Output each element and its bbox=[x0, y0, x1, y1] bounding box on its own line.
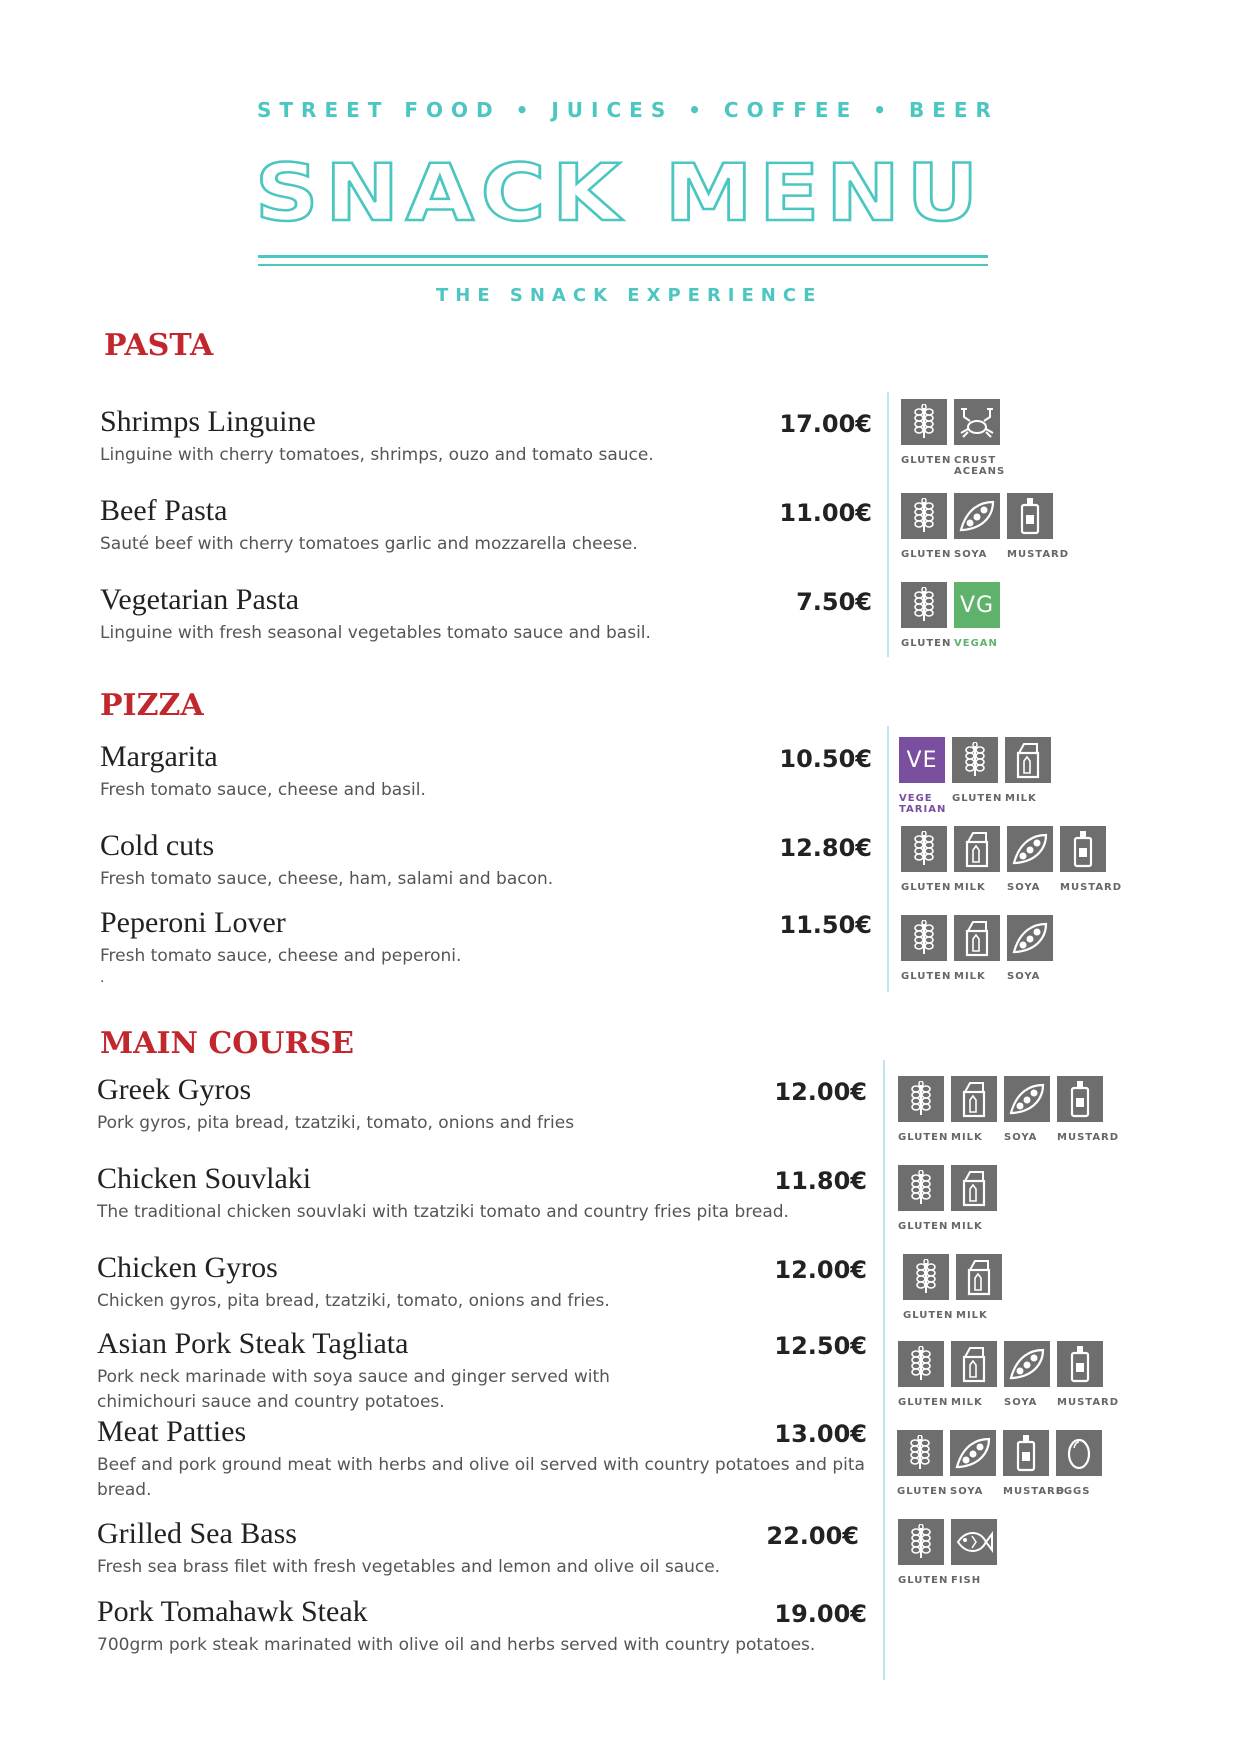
tagline: STREET FOOD • JUICES • COFFEE • BEER bbox=[257, 98, 999, 122]
allergen-badge bbox=[1057, 1341, 1120, 1408]
allergen-label: EGGS bbox=[1056, 1486, 1091, 1497]
item-description: Fresh tomato sauce, cheese, ham, salami and bacon. bbox=[100, 869, 554, 889]
milk-carton-icon bbox=[1005, 737, 1051, 783]
item-price: 22.00€ bbox=[766, 1522, 859, 1550]
allergen-badge bbox=[954, 493, 1000, 560]
allergen-label: GLUTEN bbox=[898, 1575, 949, 1586]
allergen-label: MUSTARD bbox=[1007, 549, 1070, 560]
item-price: 7.50€ bbox=[796, 588, 872, 616]
allergen-badge bbox=[951, 1165, 997, 1232]
allergen-badge bbox=[898, 1341, 949, 1408]
allergen-label: GLUTEN bbox=[897, 1486, 948, 1497]
item-price: 17.00€ bbox=[779, 410, 872, 438]
item-name: Beef Pasta bbox=[100, 494, 228, 527]
item-name: Chicken Gyros bbox=[97, 1251, 278, 1284]
item-name: Greek Gyros bbox=[97, 1073, 252, 1106]
allergen-badge bbox=[956, 1254, 1002, 1321]
item-description: Fresh sea brass filet with fresh vegetables and lemon and olive oil sauce. bbox=[97, 1557, 721, 1577]
mustard-bottle-icon bbox=[1003, 1430, 1049, 1476]
allergen-badge bbox=[1004, 1341, 1050, 1408]
allergen-badge bbox=[954, 915, 1000, 982]
allergen-label: SOYA bbox=[1007, 882, 1041, 893]
milk-carton-icon bbox=[956, 1254, 1002, 1300]
item-name: Peperoni Lover bbox=[100, 906, 286, 939]
allergen-label: MILK bbox=[951, 1221, 983, 1232]
allergen-badge bbox=[897, 1430, 948, 1497]
item-price: 12.00€ bbox=[774, 1256, 867, 1284]
item-description: Pork neck marinade with soya sauce and ginger served with chimichouri sauce and country potatoes. bbox=[97, 1367, 610, 1412]
allergen-label: MILK bbox=[954, 971, 986, 982]
allergen-badge bbox=[901, 826, 952, 893]
allergen-badge bbox=[901, 399, 952, 466]
wheat-icon bbox=[901, 493, 947, 539]
allergen-badge bbox=[901, 582, 952, 649]
allergen-label: GLUTEN bbox=[901, 549, 952, 560]
mustard-bottle-icon bbox=[1007, 493, 1053, 539]
soy-pod-icon bbox=[950, 1430, 996, 1476]
item-name: Asian Pork Steak Tagliata bbox=[97, 1327, 409, 1360]
divider-line bbox=[883, 1060, 885, 1680]
allergen-badge bbox=[901, 915, 952, 982]
mustard-bottle-icon bbox=[1060, 826, 1106, 872]
soy-pod-icon bbox=[1007, 826, 1053, 872]
item-price: 12.50€ bbox=[774, 1332, 867, 1360]
allergen-label: MILK bbox=[956, 1310, 988, 1321]
allergen-badge bbox=[1004, 1076, 1050, 1143]
soy-pod-icon bbox=[1004, 1341, 1050, 1387]
allergen-label: MILK bbox=[1005, 793, 1037, 804]
item-name: Margarita bbox=[100, 740, 218, 773]
allergen-label: SOYA bbox=[1007, 971, 1041, 982]
allergen-label: GLUTEN bbox=[898, 1397, 949, 1408]
allergen-badge bbox=[901, 493, 952, 560]
allergen-label: MUSTARD bbox=[1060, 882, 1123, 893]
milk-carton-icon bbox=[951, 1341, 997, 1387]
divider-line bbox=[887, 392, 889, 657]
allergen-label: GLUTEN bbox=[898, 1132, 949, 1143]
logo-underline-2 bbox=[258, 264, 988, 266]
soy-pod-icon bbox=[954, 493, 1000, 539]
item-price: 11.50€ bbox=[779, 911, 872, 939]
wheat-icon bbox=[952, 737, 998, 783]
item-price: 11.00€ bbox=[779, 499, 872, 527]
allergen-badge bbox=[1007, 493, 1070, 560]
item-description: Beef and pork ground meat with herbs and olive oil served with country potatoes and pita bread. bbox=[97, 1455, 865, 1500]
allergen-badge bbox=[898, 1519, 949, 1586]
allergen-label: SOYA bbox=[1004, 1132, 1038, 1143]
allergen-badge bbox=[1005, 737, 1051, 804]
allergen-badge bbox=[1060, 826, 1123, 893]
crab-icon bbox=[954, 399, 1000, 445]
item-description: 700grm pork steak marinated with olive oil and herbs served with country potatoes. bbox=[97, 1635, 816, 1655]
wheat-icon bbox=[901, 915, 947, 961]
allergen-label: GLUTEN bbox=[901, 971, 952, 982]
logo-text: SNACK MENU bbox=[255, 158, 985, 228]
logo-underline bbox=[258, 255, 988, 258]
allergen-badge bbox=[1003, 1430, 1066, 1497]
allergen-label: FISH bbox=[951, 1575, 982, 1586]
allergen-badge bbox=[954, 582, 1000, 649]
allergen-badge bbox=[951, 1519, 997, 1586]
allergen-label: MUSTARD bbox=[1057, 1397, 1120, 1408]
item-description: Pork gyros, pita bread, tzatziki, tomato, onions and fries bbox=[97, 1113, 575, 1133]
allergen-badge bbox=[898, 1165, 949, 1232]
allergen-label: SOYA bbox=[1004, 1397, 1038, 1408]
fish-icon bbox=[951, 1519, 997, 1565]
header-subtitle: THE SNACK EXPERIENCE bbox=[436, 285, 823, 306]
item-price: 11.80€ bbox=[774, 1167, 867, 1195]
allergen-badge bbox=[950, 1430, 996, 1497]
item-description: Linguine with fresh seasonal vegetables tomato sauce and basil. bbox=[100, 623, 651, 643]
stray-dot: . bbox=[100, 970, 105, 986]
allergen-label: MILK bbox=[954, 882, 986, 893]
allergen-badge bbox=[954, 826, 1000, 893]
milk-carton-icon bbox=[954, 915, 1000, 961]
allergen-badge bbox=[898, 1076, 949, 1143]
divider-line bbox=[887, 726, 889, 992]
wheat-icon bbox=[898, 1341, 944, 1387]
milk-carton-icon bbox=[951, 1076, 997, 1122]
mustard-bottle-icon bbox=[1057, 1341, 1103, 1387]
allergen-badge bbox=[1057, 1076, 1120, 1143]
wheat-icon bbox=[901, 399, 947, 445]
allergen-badge bbox=[951, 1341, 997, 1408]
vegetarian-ve-icon bbox=[899, 737, 945, 783]
item-name: Grilled Sea Bass bbox=[97, 1517, 297, 1550]
allergen-label: MILK bbox=[951, 1397, 983, 1408]
allergen-label: VEGAN bbox=[954, 638, 998, 649]
soy-pod-icon bbox=[1007, 915, 1053, 961]
item-name: Cold cuts bbox=[100, 829, 215, 862]
wheat-icon bbox=[901, 582, 947, 628]
milk-carton-icon bbox=[951, 1165, 997, 1211]
wheat-icon bbox=[901, 826, 947, 872]
allergen-badge bbox=[954, 399, 1006, 477]
allergen-badge bbox=[1007, 826, 1053, 893]
badge-text: VG bbox=[959, 592, 995, 618]
item-price: 19.00€ bbox=[774, 1600, 867, 1628]
allergen-badge bbox=[1056, 1430, 1102, 1497]
allergen-label: MILK bbox=[951, 1132, 983, 1143]
allergen-label: GLUTEN bbox=[901, 638, 952, 649]
badge-text: VE bbox=[906, 747, 938, 773]
item-price: 13.00€ bbox=[774, 1420, 867, 1448]
egg-icon bbox=[1056, 1430, 1102, 1476]
allergen-badge bbox=[952, 737, 1003, 804]
item-name: Meat Patties bbox=[97, 1415, 247, 1448]
vegan-vg-icon bbox=[954, 582, 1000, 628]
allergen-label: MUSTARD bbox=[1003, 1486, 1066, 1497]
section-title-main-course: MAIN COURSE bbox=[100, 1026, 355, 1061]
allergen-label: CRUST ACEANS bbox=[954, 455, 1006, 477]
section-title-pizza: PIZZA bbox=[100, 688, 204, 723]
item-description: Fresh tomato sauce, cheese and peperoni. bbox=[100, 946, 462, 966]
item-price: 12.80€ bbox=[779, 834, 872, 862]
item-description: The traditional chicken souvlaki with tzatziki tomato and country fries pita bread. bbox=[97, 1202, 789, 1222]
allergen-label: GLUTEN bbox=[952, 793, 1003, 804]
allergen-label: MUSTARD bbox=[1057, 1132, 1120, 1143]
item-name: Chicken Souvlaki bbox=[97, 1162, 312, 1195]
wheat-icon bbox=[898, 1076, 944, 1122]
allergen-badge bbox=[903, 1254, 954, 1321]
allergen-label: SOYA bbox=[950, 1486, 984, 1497]
item-name: Shrimps Linguine bbox=[100, 405, 316, 438]
item-price: 10.50€ bbox=[779, 745, 872, 773]
wheat-icon bbox=[903, 1254, 949, 1300]
allergen-label: GLUTEN bbox=[903, 1310, 954, 1321]
allergen-label: GLUTEN bbox=[901, 455, 952, 466]
item-name: Vegetarian Pasta bbox=[100, 583, 300, 616]
allergen-badge bbox=[951, 1076, 997, 1143]
item-description: Fresh tomato sauce, cheese and basil. bbox=[100, 780, 426, 800]
item-description: Sauté beef with cherry tomatoes garlic and mozzarella cheese. bbox=[100, 534, 638, 554]
mustard-bottle-icon bbox=[1057, 1076, 1103, 1122]
allergen-label: SOYA bbox=[954, 549, 988, 560]
allergen-label: VEGE TARIAN bbox=[899, 793, 947, 815]
snack-menu-logo bbox=[255, 158, 995, 228]
item-name: Pork Tomahawk Steak bbox=[97, 1595, 368, 1628]
allergen-label: GLUTEN bbox=[898, 1221, 949, 1232]
soy-pod-icon bbox=[1004, 1076, 1050, 1122]
allergen-badge bbox=[899, 737, 945, 815]
milk-carton-icon bbox=[954, 826, 1000, 872]
wheat-icon bbox=[898, 1165, 944, 1211]
wheat-icon bbox=[897, 1430, 943, 1476]
item-price: 12.00€ bbox=[774, 1078, 867, 1106]
wheat-icon bbox=[898, 1519, 944, 1565]
item-description: Linguine with cherry tomatoes, shrimps, ouzo and tomato sauce. bbox=[100, 445, 654, 465]
section-title-pasta: PASTA bbox=[104, 328, 214, 363]
allergen-label: GLUTEN bbox=[901, 882, 952, 893]
allergen-badge bbox=[1007, 915, 1053, 982]
item-description: Chicken gyros, pita bread, tzatziki, tomato, onions and fries. bbox=[97, 1291, 610, 1311]
